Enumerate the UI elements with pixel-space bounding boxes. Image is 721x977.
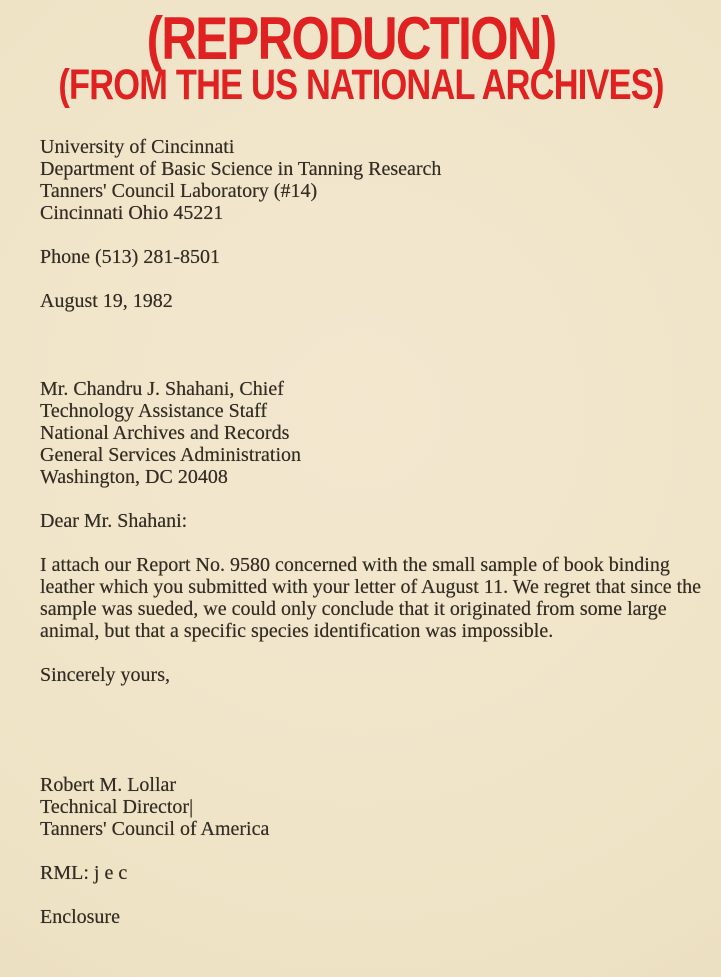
signature-line: Technical Director|	[40, 796, 194, 818]
recipient-address-block	[40, 378, 301, 488]
signature-line: Robert M. Lollar	[40, 774, 177, 796]
stamp-line-archives: (FROM THE US NATIONAL ARCHIVES)	[57, 61, 664, 109]
signature-block	[40, 774, 269, 840]
salutation-line: Dear Mr. Shahani:	[40, 510, 188, 532]
phone-line: Phone (513) 281-8501	[40, 246, 220, 268]
recipient-line: Technology Assistance Staff	[40, 400, 268, 422]
sender-line: Department of Basic Science in Tanning Research	[40, 158, 442, 180]
sender-line: Cincinnati Ohio 45221	[40, 202, 224, 224]
signature-line: Tanners' Council of America	[40, 818, 270, 840]
sender-line: Tanners' Council Laboratory (#14)	[40, 180, 318, 202]
reference-initials-line: RML: j e c	[40, 862, 128, 884]
recipient-line: Washington, DC 20408	[40, 466, 228, 488]
body-paragraph: I attach our Report No. 9580 concerned with the small sample of book binding leather which you submitted with your letter of August 11. We regret that since the sample was sueded, we could only conclude that it originated from some large animal, but that a specific species identification was impossible.	[40, 554, 702, 642]
closing-line: Sincerely yours,	[40, 664, 170, 686]
recipient-line: Mr. Chandru J. Shahani, Chief	[40, 378, 284, 400]
recipient-line: National Archives and Records	[40, 422, 290, 444]
stamp-line-reproduction: (REPRODUCTION)	[146, 5, 555, 72]
sender-address-block	[40, 136, 441, 224]
recipient-line: General Services Administration	[40, 444, 302, 466]
enclosure-line: Enclosure	[40, 906, 120, 928]
sender-line: University of Cincinnati	[40, 136, 235, 158]
date-line: August 19, 1982	[40, 290, 173, 312]
